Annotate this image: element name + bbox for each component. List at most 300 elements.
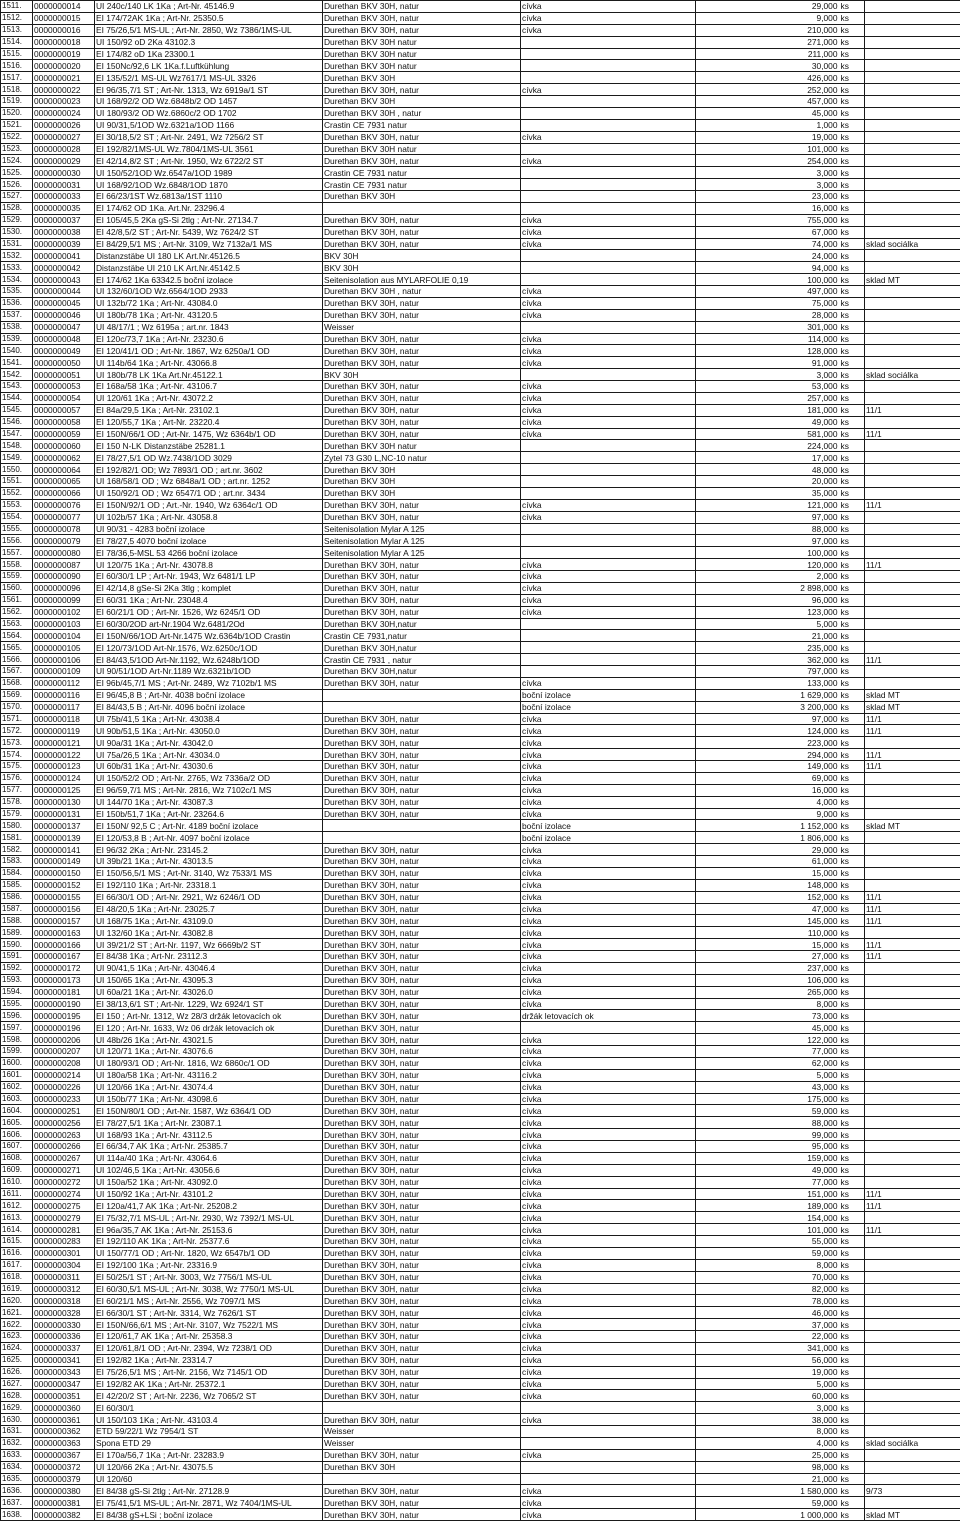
note-cell: 11/1 bbox=[865, 891, 960, 903]
unit-cell: ks bbox=[840, 1283, 865, 1295]
unit-cell: ks bbox=[840, 1129, 865, 1141]
material-cell: Durethan BKV 30H, natur bbox=[323, 155, 521, 167]
form-cell: cívka bbox=[521, 998, 696, 1010]
form-cell: cívka bbox=[521, 1046, 696, 1058]
item-description-cell: ETD 59/22/1 Wz 7954/1 ST bbox=[95, 1426, 323, 1438]
note-cell bbox=[865, 36, 960, 48]
quantity-cell: 82,000 bbox=[696, 1283, 840, 1295]
table-row bbox=[1, 191, 960, 203]
quantity-cell: 341,000 bbox=[696, 1342, 840, 1354]
row-number-cell: 1556. bbox=[1, 535, 33, 547]
item-code-cell: 0000000330 bbox=[33, 1319, 95, 1331]
item-code-cell: 0000000014 bbox=[33, 1, 95, 13]
item-description-cell: EI 60/21/1 MS ; Art-Nr. 2556, Wz 7097/1 MS bbox=[95, 1295, 323, 1307]
table-row bbox=[1, 262, 960, 274]
item-description-cell: UI 120/61 1Ka ; Art-Nr. 43072.2 bbox=[95, 392, 323, 404]
quantity-cell: 301,000 bbox=[696, 321, 840, 333]
item-description-cell: EI 192/82 AK 1Ka ; Art-Nr. 25372.1 bbox=[95, 1378, 323, 1390]
unit-cell: ks bbox=[840, 464, 865, 476]
form-cell: boční izolace bbox=[521, 689, 696, 701]
form-cell: cívka bbox=[521, 381, 696, 393]
note-cell bbox=[865, 381, 960, 393]
note-cell bbox=[865, 250, 960, 262]
unit-cell: ks bbox=[840, 96, 865, 108]
item-description-cell: UI 180a/58 1Ka ; Art-Nr. 43116.2 bbox=[95, 1069, 323, 1081]
form-cell: cívka bbox=[521, 867, 696, 879]
item-code-cell: 0000000047 bbox=[33, 321, 95, 333]
unit-cell: ks bbox=[840, 594, 865, 606]
form-cell: cívka bbox=[521, 559, 696, 571]
form-cell: cívka bbox=[521, 1354, 696, 1366]
table-row bbox=[1, 1224, 960, 1236]
item-code-cell: 0000000116 bbox=[33, 689, 95, 701]
form-cell: cívka bbox=[521, 761, 696, 773]
quantity-cell: 48,000 bbox=[696, 464, 840, 476]
unit-cell: ks bbox=[840, 1105, 865, 1117]
row-number-cell: 1528. bbox=[1, 202, 33, 214]
row-number-cell: 1623. bbox=[1, 1331, 33, 1343]
row-number-cell: 1547. bbox=[1, 428, 33, 440]
note-cell bbox=[865, 440, 960, 452]
unit-cell: ks bbox=[840, 1295, 865, 1307]
item-code-cell: 0000000028 bbox=[33, 143, 95, 155]
quantity-cell: 61,000 bbox=[696, 856, 840, 868]
quantity-cell: 3,000 bbox=[696, 1402, 840, 1414]
item-code-cell: 0000000152 bbox=[33, 879, 95, 891]
item-description-cell: UI 120/60 bbox=[95, 1473, 323, 1485]
item-description-cell: EI 120/61,8/1 OD ; Art-Nr. 2394, Wz 7238/1 OD bbox=[95, 1342, 323, 1354]
form-cell: cívka bbox=[521, 333, 696, 345]
material-cell: BKV 30H bbox=[323, 262, 521, 274]
material-cell: Crastin CE 7931,natur bbox=[323, 630, 521, 642]
item-code-cell: 0000000167 bbox=[33, 951, 95, 963]
material-cell: Durethan BKV 30H, natur bbox=[323, 1354, 521, 1366]
unit-cell: ks bbox=[840, 155, 865, 167]
item-code-cell: 0000000035 bbox=[33, 202, 95, 214]
table-row bbox=[1, 357, 960, 369]
item-description-cell: EI 84/43,5 B ; Art-Nr. 4096 boční izolace bbox=[95, 701, 323, 713]
row-number-cell: 1637. bbox=[1, 1497, 33, 1509]
note-cell bbox=[865, 487, 960, 499]
item-description-cell: EI 75/26,5/1 MS ; Art-Nr. 2156, Wz 7145/1 OD bbox=[95, 1366, 323, 1378]
material-cell: Durethan BKV 30H, natur bbox=[323, 416, 521, 428]
item-description-cell: EI 150N/80/1 OD ; Art-Nr. 1587, Wz 6364/1 OD bbox=[95, 1105, 323, 1117]
unit-cell: ks bbox=[840, 559, 865, 571]
note-cell bbox=[865, 856, 960, 868]
note-cell bbox=[865, 179, 960, 191]
item-description-cell: EI 96b/45,7/1 MS ; Art-Nr. 2489, Wz 7102b/1 MS bbox=[95, 677, 323, 689]
item-code-cell: 0000000076 bbox=[33, 499, 95, 511]
material-cell: Durethan BKV 30H, natur bbox=[323, 594, 521, 606]
quantity-cell: 124,000 bbox=[696, 725, 840, 737]
item-description-cell: UI 120/75 1Ka ; Art-Nr. 43078.8 bbox=[95, 559, 323, 571]
row-number-cell: 1519. bbox=[1, 96, 33, 108]
row-number-cell: 1516. bbox=[1, 60, 33, 72]
form-cell: cívka bbox=[521, 1247, 696, 1259]
item-description-cell: EI 150 N-LK Distanzstäbe 25281.1 bbox=[95, 440, 323, 452]
note-cell bbox=[865, 262, 960, 274]
note-cell bbox=[865, 1319, 960, 1331]
table-row bbox=[1, 60, 960, 72]
material-cell: Durethan BKV 30H, natur bbox=[323, 12, 521, 24]
unit-cell: ks bbox=[840, 1, 865, 13]
item-description-cell: EI 150N/66/1OD Art-Nr.1475 Wz.6364b/1OD Crastin bbox=[95, 630, 323, 642]
material-cell: Durethan BKV 30H, natur bbox=[323, 381, 521, 393]
unit-cell: ks bbox=[840, 1449, 865, 1461]
form-cell: cívka bbox=[521, 571, 696, 583]
item-description-cell: EI 66/34,7 AK 1Ka ; Art-Nr. 25385.7 bbox=[95, 1141, 323, 1153]
item-code-cell: 0000000106 bbox=[33, 654, 95, 666]
item-code-cell: 0000000157 bbox=[33, 915, 95, 927]
table-row bbox=[1, 404, 960, 416]
table-row bbox=[1, 594, 960, 606]
unit-cell: ks bbox=[840, 1509, 865, 1521]
form-cell: cívka bbox=[521, 1366, 696, 1378]
quantity-cell: 151,000 bbox=[696, 1188, 840, 1200]
form-cell bbox=[521, 642, 696, 654]
material-cell: Durethan BKV 30H bbox=[323, 96, 521, 108]
item-description-cell: UI 114a/40 1Ka ; Art-Nr. 43064.6 bbox=[95, 1152, 323, 1164]
table-row bbox=[1, 1497, 960, 1509]
unit-cell: ks bbox=[840, 1437, 865, 1449]
unit-cell: ks bbox=[840, 416, 865, 428]
unit-cell: ks bbox=[840, 856, 865, 868]
unit-cell: ks bbox=[840, 1010, 865, 1022]
item-description-cell: EI 96/35,7/1 ST ; Art-Nr. 1313, Wz 6919a/1 ST bbox=[95, 84, 323, 96]
unit-cell: ks bbox=[840, 143, 865, 155]
form-cell bbox=[521, 321, 696, 333]
row-number-cell: 1629. bbox=[1, 1402, 33, 1414]
item-code-cell: 0000000123 bbox=[33, 761, 95, 773]
material-cell: Weisser bbox=[323, 321, 521, 333]
note-cell bbox=[865, 1378, 960, 1390]
item-code-cell: 0000000150 bbox=[33, 867, 95, 879]
quantity-cell: 55,000 bbox=[696, 1236, 840, 1248]
item-code-cell: 0000000256 bbox=[33, 1117, 95, 1129]
item-description-cell: UI 168/75 1Ka ; Art-Nr. 43109.0 bbox=[95, 915, 323, 927]
item-code-cell: 0000000125 bbox=[33, 784, 95, 796]
table-row bbox=[1, 713, 960, 725]
material-cell: Durethan BKV 30H, natur bbox=[323, 238, 521, 250]
item-description-cell: UI 150b/77 1Ka ; Art-Nr. 43098.6 bbox=[95, 1093, 323, 1105]
unit-cell: ks bbox=[840, 1331, 865, 1343]
unit-cell: ks bbox=[840, 998, 865, 1010]
row-number-cell: 1561. bbox=[1, 594, 33, 606]
unit-cell: ks bbox=[840, 725, 865, 737]
item-code-cell: 0000000155 bbox=[33, 891, 95, 903]
table-row bbox=[1, 986, 960, 998]
row-number-cell: 1588. bbox=[1, 915, 33, 927]
quantity-cell: 5,000 bbox=[696, 618, 840, 630]
form-cell bbox=[521, 191, 696, 203]
row-number-cell: 1552. bbox=[1, 487, 33, 499]
table-row bbox=[1, 511, 960, 523]
material-cell: Durethan BKV 30H, natur bbox=[323, 939, 521, 951]
material-cell: Durethan BKV 30H, natur bbox=[323, 1331, 521, 1343]
row-number-cell: 1523. bbox=[1, 143, 33, 155]
unit-cell: ks bbox=[840, 1224, 865, 1236]
form-cell: cívka bbox=[521, 1188, 696, 1200]
row-number-cell: 1579. bbox=[1, 808, 33, 820]
quantity-cell: 16,000 bbox=[696, 202, 840, 214]
unit-cell: ks bbox=[840, 642, 865, 654]
note-cell bbox=[865, 119, 960, 131]
table-row bbox=[1, 392, 960, 404]
table-row bbox=[1, 642, 960, 654]
material-cell: Durethan BKV 30H, natur bbox=[323, 226, 521, 238]
form-cell: cívka bbox=[521, 974, 696, 986]
item-code-cell: 0000000027 bbox=[33, 131, 95, 143]
quantity-cell: 35,000 bbox=[696, 487, 840, 499]
table-row bbox=[1, 677, 960, 689]
unit-cell: ks bbox=[840, 784, 865, 796]
note-cell: sklad MT bbox=[865, 274, 960, 286]
material-cell: Durethan BKV 30H, natur bbox=[323, 1057, 521, 1069]
quantity-cell: 100,000 bbox=[696, 547, 840, 559]
quantity-cell: 235,000 bbox=[696, 642, 840, 654]
material-cell: Crastin CE 7931 natur bbox=[323, 179, 521, 191]
quantity-cell: 99,000 bbox=[696, 1129, 840, 1141]
unit-cell: ks bbox=[840, 1271, 865, 1283]
item-description-cell: UI 75a/26,5 1Ka ; Art-Nr. 43034.0 bbox=[95, 749, 323, 761]
item-code-cell: 0000000275 bbox=[33, 1200, 95, 1212]
row-number-cell: 1559. bbox=[1, 571, 33, 583]
table-row bbox=[1, 1271, 960, 1283]
unit-cell: ks bbox=[840, 1188, 865, 1200]
table-row bbox=[1, 155, 960, 167]
quantity-cell: 59,000 bbox=[696, 1105, 840, 1117]
item-code-cell: 0000000122 bbox=[33, 749, 95, 761]
row-number-cell: 1600. bbox=[1, 1057, 33, 1069]
form-cell: cívka bbox=[521, 1295, 696, 1307]
row-number-cell: 1627. bbox=[1, 1378, 33, 1390]
row-number-cell: 1630. bbox=[1, 1414, 33, 1426]
item-description-cell: EI 75/32,7/1 MS-UL ; Art-Nr. 2930, Wz 7392/1 MS-UL bbox=[95, 1212, 323, 1224]
quantity-cell: 45,000 bbox=[696, 107, 840, 119]
item-code-cell: 0000000360 bbox=[33, 1402, 95, 1414]
form-cell: cívka bbox=[521, 84, 696, 96]
item-code-cell: 0000000050 bbox=[33, 357, 95, 369]
form-cell bbox=[521, 666, 696, 678]
table-row bbox=[1, 582, 960, 594]
row-number-cell: 1551. bbox=[1, 476, 33, 488]
item-description-cell: EI 120/55,7 1Ka ; Art-Nr. 23220.4 bbox=[95, 416, 323, 428]
note-cell bbox=[865, 1057, 960, 1069]
row-number-cell: 1537. bbox=[1, 309, 33, 321]
form-cell: cívka bbox=[521, 1034, 696, 1046]
material-cell: Durethan BKV 30H, natur bbox=[323, 1081, 521, 1093]
note-cell: sklad sociálka bbox=[865, 1437, 960, 1449]
table-row bbox=[1, 1509, 960, 1521]
row-number-cell: 1521. bbox=[1, 119, 33, 131]
form-cell: cívka bbox=[521, 808, 696, 820]
item-description-cell: EI 60/30,5/1 MS-UL ; Art-Nr. 3038, Wz 7750/1 MS-UL bbox=[95, 1283, 323, 1295]
table-row bbox=[1, 1426, 960, 1438]
note-cell bbox=[865, 1449, 960, 1461]
note-cell bbox=[865, 1307, 960, 1319]
quantity-cell: 75,000 bbox=[696, 297, 840, 309]
item-description-cell: EI 192/82/1 OD; Wz 7893/1 OD ; art.nr. 3602 bbox=[95, 464, 323, 476]
table-row bbox=[1, 1105, 960, 1117]
table-row bbox=[1, 1164, 960, 1176]
unit-cell: ks bbox=[840, 12, 865, 24]
note-cell bbox=[865, 867, 960, 879]
form-cell: cívka bbox=[521, 1319, 696, 1331]
quantity-cell: 3,000 bbox=[696, 167, 840, 179]
form-cell: cívka bbox=[521, 951, 696, 963]
unit-cell: ks bbox=[840, 1497, 865, 1509]
row-number-cell: 1545. bbox=[1, 404, 33, 416]
unit-cell: ks bbox=[840, 891, 865, 903]
note-cell bbox=[865, 974, 960, 986]
item-description-cell: EI 120/41/1 OD ; Art-Nr. 1867, Wz 6250a/1 OD bbox=[95, 345, 323, 357]
item-description-cell: Distanzstäbe UI 180 LK Art.Nr.45126.5 bbox=[95, 250, 323, 262]
row-number-cell: 1525. bbox=[1, 167, 33, 179]
unit-cell: ks bbox=[840, 666, 865, 678]
note-cell bbox=[865, 606, 960, 618]
inventory-rows bbox=[1, 1, 960, 1521]
form-cell bbox=[521, 119, 696, 131]
row-number-cell: 1618. bbox=[1, 1271, 33, 1283]
table-row bbox=[1, 1319, 960, 1331]
form-cell: cívka bbox=[521, 511, 696, 523]
item-code-cell: 0000000166 bbox=[33, 939, 95, 951]
form-cell bbox=[521, 143, 696, 155]
quantity-cell: 95,000 bbox=[696, 1141, 840, 1153]
unit-cell: ks bbox=[840, 274, 865, 286]
unit-cell: ks bbox=[840, 191, 865, 203]
note-cell: 11/1 bbox=[865, 559, 960, 571]
item-code-cell: 0000000131 bbox=[33, 808, 95, 820]
item-code-cell: 0000000105 bbox=[33, 642, 95, 654]
item-code-cell: 0000000156 bbox=[33, 903, 95, 915]
form-cell: cívka bbox=[521, 772, 696, 784]
form-cell: cívka bbox=[521, 915, 696, 927]
unit-cell: ks bbox=[840, 1236, 865, 1248]
row-number-cell: 1628. bbox=[1, 1390, 33, 1402]
table-row bbox=[1, 1236, 960, 1248]
item-code-cell: 0000000051 bbox=[33, 369, 95, 381]
note-cell bbox=[865, 986, 960, 998]
table-row bbox=[1, 1295, 960, 1307]
unit-cell: ks bbox=[840, 1117, 865, 1129]
row-number-cell: 1616. bbox=[1, 1247, 33, 1259]
table-row bbox=[1, 440, 960, 452]
unit-cell: ks bbox=[840, 1093, 865, 1105]
quantity-cell: 3,000 bbox=[696, 179, 840, 191]
quantity-cell: 223,000 bbox=[696, 737, 840, 749]
unit-cell: ks bbox=[840, 761, 865, 773]
item-description-cell: EI 84/38 gS+LSi ; boční izolace bbox=[95, 1509, 323, 1521]
quantity-cell: 28,000 bbox=[696, 309, 840, 321]
form-cell: cívka bbox=[521, 1081, 696, 1093]
quantity-cell: 8,000 bbox=[696, 998, 840, 1010]
note-cell bbox=[865, 84, 960, 96]
quantity-cell: 4,000 bbox=[696, 1437, 840, 1449]
form-cell: cívka bbox=[521, 1378, 696, 1390]
item-code-cell: 0000000337 bbox=[33, 1342, 95, 1354]
form-cell: cívka bbox=[521, 784, 696, 796]
row-number-cell: 1611. bbox=[1, 1188, 33, 1200]
item-description-cell: UI 132/60 1Ka ; Art-Nr. 43082.8 bbox=[95, 927, 323, 939]
quantity-cell: 19,000 bbox=[696, 1366, 840, 1378]
unit-cell: ks bbox=[840, 1307, 865, 1319]
row-number-cell: 1581. bbox=[1, 832, 33, 844]
note-cell bbox=[865, 1295, 960, 1307]
row-number-cell: 1621. bbox=[1, 1307, 33, 1319]
quantity-cell: 1 152,000 bbox=[696, 820, 840, 832]
item-code-cell: 0000000080 bbox=[33, 547, 95, 559]
item-description-cell: UI 150/92 oD 2Ka 43102.3 bbox=[95, 36, 323, 48]
item-description-cell: EI 150N/66/1 OD ; Art-Nr. 1475, Wz 6364b/1 OD bbox=[95, 428, 323, 440]
item-description-cell: UI 102/46,5 1Ka ; Art-Nr. 43056.6 bbox=[95, 1164, 323, 1176]
item-code-cell: 0000000021 bbox=[33, 72, 95, 84]
note-cell bbox=[865, 1010, 960, 1022]
row-number-cell: 1607. bbox=[1, 1141, 33, 1153]
note-cell bbox=[865, 202, 960, 214]
quantity-cell: 152,000 bbox=[696, 891, 840, 903]
unit-cell: ks bbox=[840, 297, 865, 309]
unit-cell: ks bbox=[840, 24, 865, 36]
item-code-cell: 0000000060 bbox=[33, 440, 95, 452]
unit-cell: ks bbox=[840, 1473, 865, 1485]
material-cell: Durethan BKV 30H, natur bbox=[323, 559, 521, 571]
material-cell: Durethan BKV 30H, natur bbox=[323, 677, 521, 689]
row-number-cell: 1555. bbox=[1, 523, 33, 535]
quantity-cell: 96,000 bbox=[696, 594, 840, 606]
note-cell bbox=[865, 832, 960, 844]
form-cell bbox=[521, 36, 696, 48]
row-number-cell: 1578. bbox=[1, 796, 33, 808]
table-row bbox=[1, 202, 960, 214]
item-description-cell: UI 168/92/1OD Wz.6848/1OD 1870 bbox=[95, 179, 323, 191]
note-cell bbox=[865, 143, 960, 155]
material-cell: Durethan BKV 30H, natur bbox=[323, 867, 521, 879]
item-description-cell: UI 150/92/1 OD ; Wz 6547/1 OD ; art.nr. 3434 bbox=[95, 487, 323, 499]
row-number-cell: 1557. bbox=[1, 547, 33, 559]
table-row bbox=[1, 214, 960, 226]
table-row bbox=[1, 1414, 960, 1426]
item-code-cell: 0000000117 bbox=[33, 701, 95, 713]
material-cell: Durethan BKV 30H, natur bbox=[323, 1307, 521, 1319]
table-row bbox=[1, 927, 960, 939]
unit-cell: ks bbox=[840, 131, 865, 143]
unit-cell: ks bbox=[840, 36, 865, 48]
table-row bbox=[1, 939, 960, 951]
quantity-cell: 755,000 bbox=[696, 214, 840, 226]
item-code-cell: 0000000139 bbox=[33, 832, 95, 844]
unit-cell: ks bbox=[840, 48, 865, 60]
note-cell bbox=[865, 1176, 960, 1188]
table-row bbox=[1, 998, 960, 1010]
item-description-cell: EI 84/38 gS-Si 2tlg ; Art-Nr. 27128.9 bbox=[95, 1485, 323, 1497]
row-number-cell: 1614. bbox=[1, 1224, 33, 1236]
material-cell bbox=[323, 1402, 521, 1414]
form-cell: boční izolace bbox=[521, 820, 696, 832]
unit-cell: ks bbox=[840, 1057, 865, 1069]
unit-cell: ks bbox=[840, 392, 865, 404]
form-cell: cívka bbox=[521, 1283, 696, 1295]
item-description-cell: EI 150N/92/1 OD ; Art.-Nr. 1940, Wz 6364c/1 OD bbox=[95, 499, 323, 511]
item-description-cell: EI 120/73/1OD Art-Nr.1576, Wz.6250c/1OD bbox=[95, 642, 323, 654]
unit-cell: ks bbox=[840, 1212, 865, 1224]
note-cell bbox=[865, 1022, 960, 1034]
table-row bbox=[1, 701, 960, 713]
note-cell bbox=[865, 1390, 960, 1402]
item-code-cell: 0000000077 bbox=[33, 511, 95, 523]
unit-cell: ks bbox=[840, 939, 865, 951]
item-code-cell: 0000000382 bbox=[33, 1509, 95, 1521]
